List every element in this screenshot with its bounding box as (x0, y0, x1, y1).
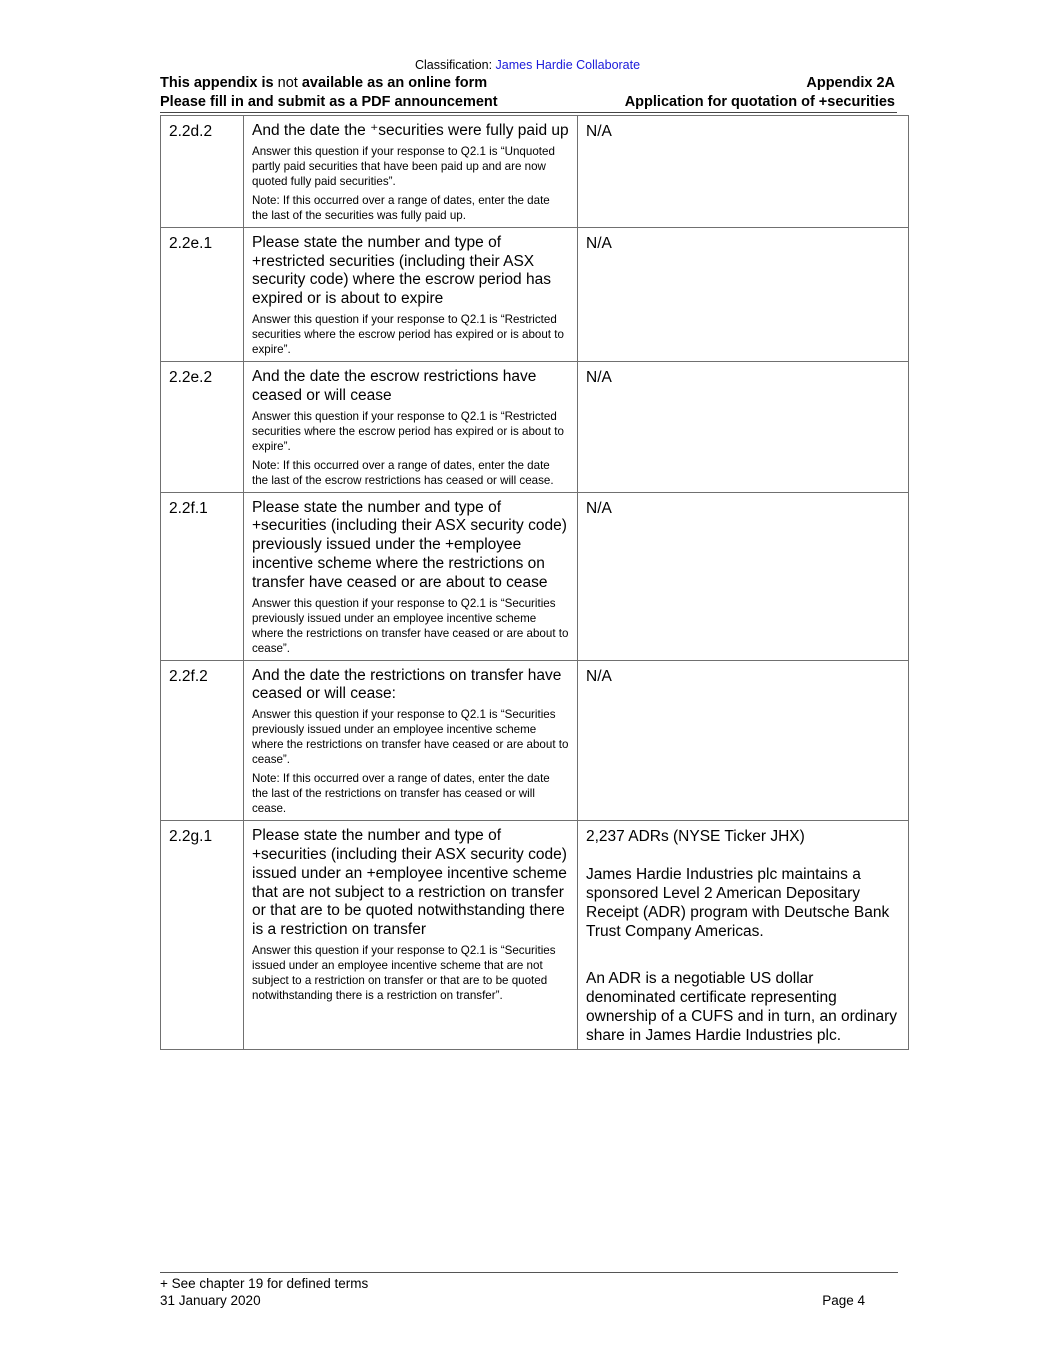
question-cell (244, 227, 578, 361)
answer-adr-program: James Hardie Industries plc maintains a sponsored Level 2 American Depositary Receipt (ADR) program with Deutsche Bank Trust Company Americas. (586, 866, 890, 941)
question-cell (244, 660, 578, 821)
header-text-not: not (277, 75, 298, 91)
answer-text: N/A (586, 123, 612, 140)
question-instruction: Answer this question if your response to Q2.1 is “Securities previously issued under an employee incentive scheme where the restrictions on transfer have ceased or are about to cease”. (252, 596, 569, 655)
answer-cell[interactable] (578, 361, 909, 492)
question-number: 2.2e.1 (161, 227, 244, 361)
spacer (586, 941, 900, 969)
question-number: 2.2f.2 (161, 660, 244, 821)
question-number: 2.2d.2 (161, 116, 244, 228)
question-instruction: Answer this question if your response to Q2.1 is “Securities previously issued under an employee incentive scheme where the restrictions on transfer have ceased or are about to cease”. (252, 708, 569, 767)
answer-cell[interactable] (578, 492, 909, 660)
page-footer (160, 1275, 865, 1309)
question-note: Note: If this occurred over a range of dates, enter the date the last of the securities was fully paid up. (252, 193, 550, 222)
table-row (161, 821, 909, 1050)
question-instruction: Answer this question if your response to Q2.1 is “Securities issued under an employee incentive scheme that are not subject to a restriction on transfer or that are to be quoted notwithstanding there is a restriction on transfer”. (252, 943, 556, 1002)
question-text: And the date the restrictions on transfer have ceased or will cease: (252, 666, 562, 703)
page-number: Page 4 (822, 1293, 865, 1308)
question-cell (244, 361, 578, 492)
table-row (161, 492, 909, 660)
classification-value: James Hardie Collaborate (495, 58, 641, 72)
question-text: Please state the number and type of +restricted securities (including their ASX security code) where the escrow period has expired or is about to expire (252, 233, 551, 308)
table-row (161, 361, 909, 492)
question-number: 2.2e.2 (161, 361, 244, 492)
appendix-subtitle: Application for quotation of +securities (624, 93, 895, 110)
page-header (160, 74, 895, 111)
classification-line (0, 58, 1055, 73)
answer-adr-count: 2,237 ADRs (NYSE Ticker JHX) (586, 828, 805, 846)
question-cell (244, 821, 578, 1050)
answer-cell[interactable] (578, 116, 909, 228)
header-text: This appendix is (160, 75, 274, 91)
footer-date: 31 January 2020 (160, 1293, 261, 1308)
answer-text: N/A (586, 368, 612, 386)
header-divider (160, 112, 897, 113)
question-cell (244, 492, 578, 660)
question-instruction: Answer this question if your response to Q2.1 is “Unquoted partly paid securities that have been paid up and are now quoted fully paid securities”. (252, 144, 555, 188)
header-text: available as an online form (301, 75, 488, 91)
answer-text: N/A (586, 499, 612, 517)
question-instruction: Answer this question if your response to Q2.1 is “Restricted securities where the escrow period has expired or is about to expire”. (252, 409, 564, 453)
defined-terms-note: + See chapter 19 for defined terms (160, 1276, 369, 1291)
answer-cell[interactable] (578, 227, 909, 361)
spacer (586, 846, 900, 865)
classification-label: Classification: (414, 58, 493, 72)
footer-divider (160, 1272, 898, 1273)
answer-cell[interactable] (578, 821, 909, 1050)
question-note: Note: If this occurred over a range of dates, enter the date the last of the restrictions on transfer has ceased or will cease. (252, 772, 550, 816)
table-row (161, 116, 909, 228)
answer-adr-definition: An ADR is a negotiable US dollar denominated certificate representing ownership of a CUFS and in turn, an ordinary share in James Hardie Industries plc. (586, 970, 898, 1045)
table-row (161, 227, 909, 361)
question-text: And the date the escrow restrictions have ceased or will cease (252, 367, 537, 404)
appendix-title: Appendix 2A (806, 75, 895, 91)
question-text: And the date the ⁺securities were fully paid up (252, 122, 569, 139)
question-text: Please state the number and type of +securities (including their ASX security code) previously issued under the +employee incentive scheme where the restrictions on transfer have ceased or are about to cease (252, 498, 567, 591)
question-note: Note: If this occurred over a range of dates, enter the date the last of the escrow restrictions has ceased or will cease. (252, 458, 554, 487)
question-cell (244, 116, 578, 228)
table-row (161, 660, 909, 821)
header-left-line2: Please fill in and submit as a PDF announcement (160, 93, 498, 110)
header-left-line1 (160, 74, 487, 93)
form-table (160, 115, 909, 1050)
question-number: 2.2f.1 (161, 492, 244, 660)
question-number: 2.2g.1 (161, 821, 244, 1050)
question-instruction: Answer this question if your response to Q2.1 is “Restricted securities where the escrow period has expired or is about to expire”. (252, 312, 564, 356)
question-text: Please state the number and type of +securities (including their ASX security code) issued under an +employee incentive scheme that are not subject to a restriction on transfer or that are to be quoted notwithstanding there is a restriction on transfer (252, 827, 567, 939)
answer-text: N/A (586, 234, 612, 252)
answer-text: N/A (586, 667, 612, 685)
answer-cell[interactable] (578, 660, 909, 821)
